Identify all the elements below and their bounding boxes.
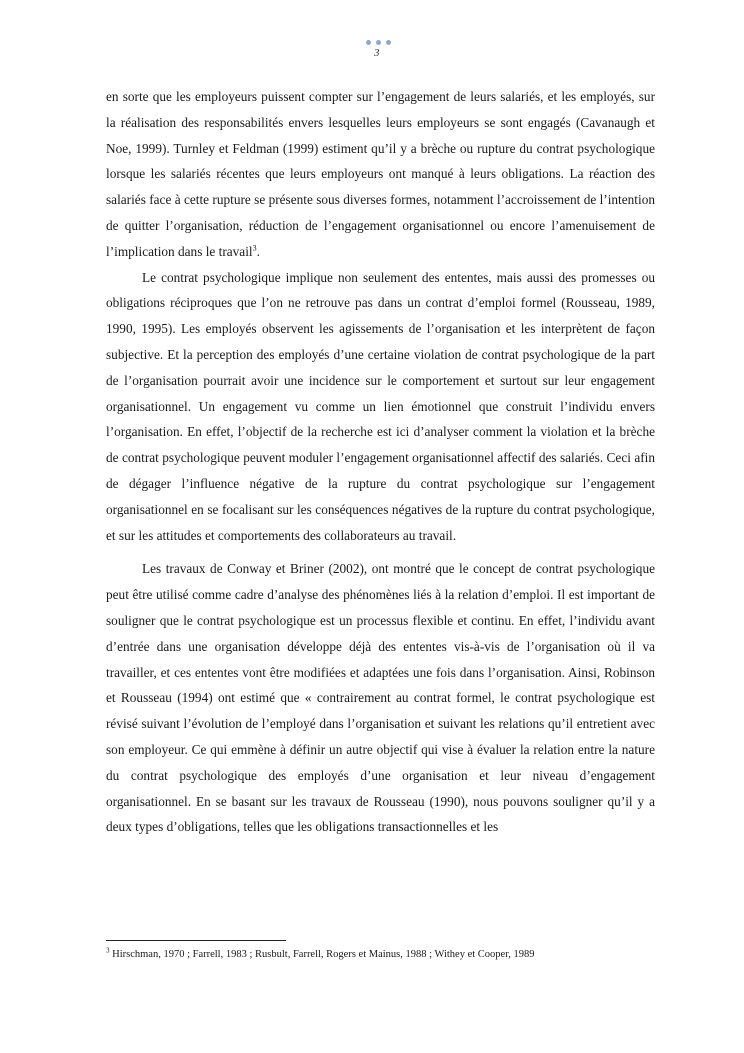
header-ornament-dots [366, 40, 396, 48]
paragraph-2: Le contrat psychologique implique non seulement des ententes, mais aussi des promesses ou obligations réciproques que l’on ne retrouve pas dans un contrat d’emploi formel (Rousseau, 1989, 1990, 1995). Les employés observent les agissements de l’organisation et les interprètent de façon subjective. Et la perception des employés d’une certaine violation de contrat psychologique de la part de l’organisation pourrait avoir une incidence sur le comportement et surtout sur leur engagement organisationnel. Un engagement vu comme un lien émotionnel que construit l’individu envers l’organisation. En effet, l’objectif de la recherche est ici d’analyser comment la violation et la brèche de contrat psychologique peuvent moduler l’engagement organisationnel affectif des salariés. Ceci afin de dégager l’influence négative de la rupture du contrat psychologique sur l’engagement organisationnel en se focalisant sur les conséquences négatives de la rupture du contrat psychologique, et sur les attitudes et comportements des collaborateurs au travail. [106, 269, 655, 543]
paragraph-3: Les travaux de Conway et Briner (2002), ont montré que le concept de contrat psychologique peut être utilisé comme cadre d’analyse des phénomènes liés à la relation d’emploi. Il est important de souligner que le contrat psychologique est un processus flexible et continu. En effet, l’individu avant d’entrée dans une organisation développe déjà des ententes vis-à-vis de l’organisation où il va travailler, et ces ententes vont être modifiées et adaptées une fois dans l’organisation. Ainsi, Robinson et Rousseau (1994) ont estimé que « contrairement au contrat formel, le contrat psychologique est révisé suivant l’évolution de l’employé dans l’organisation et suivant les relations qu’il entretient avec son employeur. Ce qui emmène à définir un autre objectif qui vise à évaluer la relation entre la nature du contrat psychologique des employés d’une organisation et leur niveau d’engagement organisationnel. En se basant sur les travaux de Rousseau (1990), nous pouvons souligner qu’il y a deux types d’obligations, telles que les obligations transactionnelles et les [106, 561, 655, 835]
footnote [106, 948, 666, 962]
body-text [106, 84, 655, 840]
footnote-divider [106, 940, 286, 941]
paragraph-1-text: en sorte que les employeurs puissent compter sur l’engagement de leurs salariés, et les employés, sur la réalisation des responsabilités envers lesquelles leurs employeurs se sont engagés (Cavanaugh et Noe, 1999). Turnley et Feldman (1999) estiment qu’il y a brèche ou rupture du contrat psychologique lorsque les salariés récentes que leurs employeurs ont manqué à leurs obligations. La réaction des salariés face à cette rupture se présente sous diverses formes, notamment l’accroissement de l’intention de quitter l’organisation, réduction de l’engagement organisationnel ou encore l’amenuisement de l’implication dans le travail [106, 89, 655, 259]
paragraph-1 [106, 84, 655, 265]
dot-icon [376, 40, 381, 45]
footnote-marker: 3 [106, 946, 110, 955]
paragraph-1-end: . [256, 243, 260, 259]
footnote-reference[interactable]: 3 [252, 243, 257, 253]
dot-icon [386, 40, 391, 45]
page-number: 3 [374, 47, 380, 59]
dot-icon [366, 40, 371, 45]
footnote-text: Hirschman, 1970 ; Farrell, 1983 ; Rusbult, Farrell, Rogers et Mainus, 1988 ; Withey et Cooper, 1989 [109, 949, 535, 960]
